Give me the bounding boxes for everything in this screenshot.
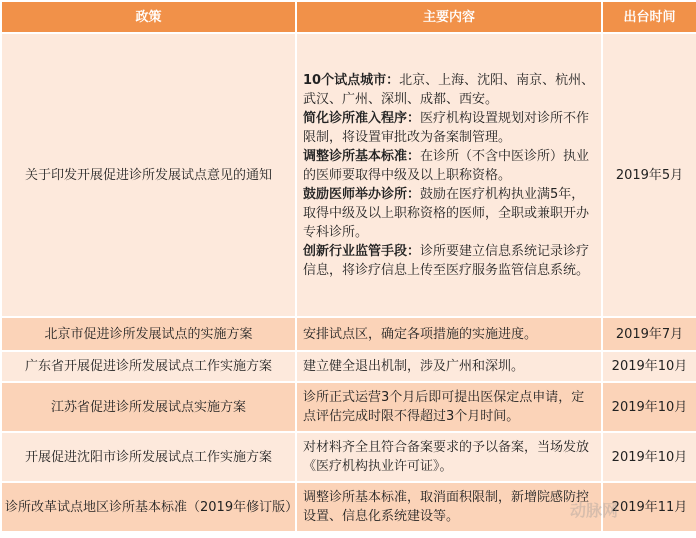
date-cell: 2019年7月 <box>602 317 696 351</box>
header-policy: 政策 <box>1 1 296 33</box>
date-cell: 2019年5月 <box>602 33 696 317</box>
content-item-title: 简化诊所准入程序： <box>303 110 421 126</box>
policy-cell: 广东省开展促进诊所发展试点工作实施方案 <box>1 351 296 382</box>
content-item-text: 诊所要建立信息系统记录诊疗信息，将诊疗信息上传至医疗服务监管信息系统。 <box>303 243 590 278</box>
table-row <box>1 382 696 432</box>
content-item-title: 10个试点城市： <box>303 72 400 88</box>
table-row <box>1 33 696 317</box>
header-content: 主要内容 <box>296 1 602 33</box>
content-cell: 建立健全退出机制，涉及广州和深圳。 <box>296 351 602 382</box>
content-cell: 对材料齐全且符合备案要求的予以备案，当场发放《医疗机构执业许可证》。 <box>296 432 602 482</box>
content-item <box>303 71 595 109</box>
policy-cell: 北京市促进诊所发展试点的实施方案 <box>1 317 296 351</box>
date-cell: 2019年10月 <box>602 432 696 482</box>
watermark-logo: 动脉网 <box>570 501 619 520</box>
content-item-text: 医疗机构设置规划对诊所不作限制，将设置审批改为备案制管理。 <box>303 110 590 145</box>
content-cell: 调整诊所基本标准，取消面积限制，新增院感防控设置、信息化系统建设等。 <box>296 482 602 532</box>
content-cell: 安排试点区，确定各项措施的实施进度。 <box>296 317 602 351</box>
table-row <box>1 351 696 382</box>
table-row <box>1 317 696 351</box>
date-cell: 2019年11月 <box>602 482 696 532</box>
content-item-text: 北京、上海、沈阳、南京、杭州、武汉、广州、深圳、成都、西安。 <box>303 72 595 107</box>
content-item <box>303 147 595 185</box>
content-item <box>303 185 595 242</box>
policy-cell: 开展促进沈阳市诊所发展试点工作实施方案 <box>1 432 296 482</box>
date-cell: 2019年10月 <box>602 351 696 382</box>
policy-cell: 关于印发开展促进诊所发展试点意见的通知 <box>1 33 296 317</box>
content-item <box>303 242 595 280</box>
content-cell <box>296 33 602 317</box>
content-item-text: 在诊所（不含中医诊所）执业的医师要取得中级及以上职称资格。 <box>303 148 590 183</box>
policy-cell: 江苏省促进诊所发展试点实施方案 <box>1 382 296 432</box>
content-item <box>303 109 595 147</box>
table-row <box>1 432 696 482</box>
content-cell: 诊所正式运营3个月后即可提出医保定点申请，定点评估完成时限不得超过3个月时间。 <box>296 382 602 432</box>
policy-cell: 诊所改革试点地区诊所基本标准（2019年修订版） <box>1 482 296 532</box>
header-date: 出台时间 <box>602 1 696 33</box>
content-item-title: 创新行业监管手段： <box>303 243 421 259</box>
header-row <box>1 1 696 33</box>
content-item-text: 鼓励在医疗机构执业满5年，取得中级及以上职称资格的医师，全职或兼职开办专科诊所。 <box>303 186 590 240</box>
content-item-title: 鼓励医师举办诊所： <box>303 186 421 202</box>
content-item-title: 调整诊所基本标准： <box>303 148 421 164</box>
table-row <box>1 482 696 532</box>
date-cell: 2019年10月 <box>602 382 696 432</box>
